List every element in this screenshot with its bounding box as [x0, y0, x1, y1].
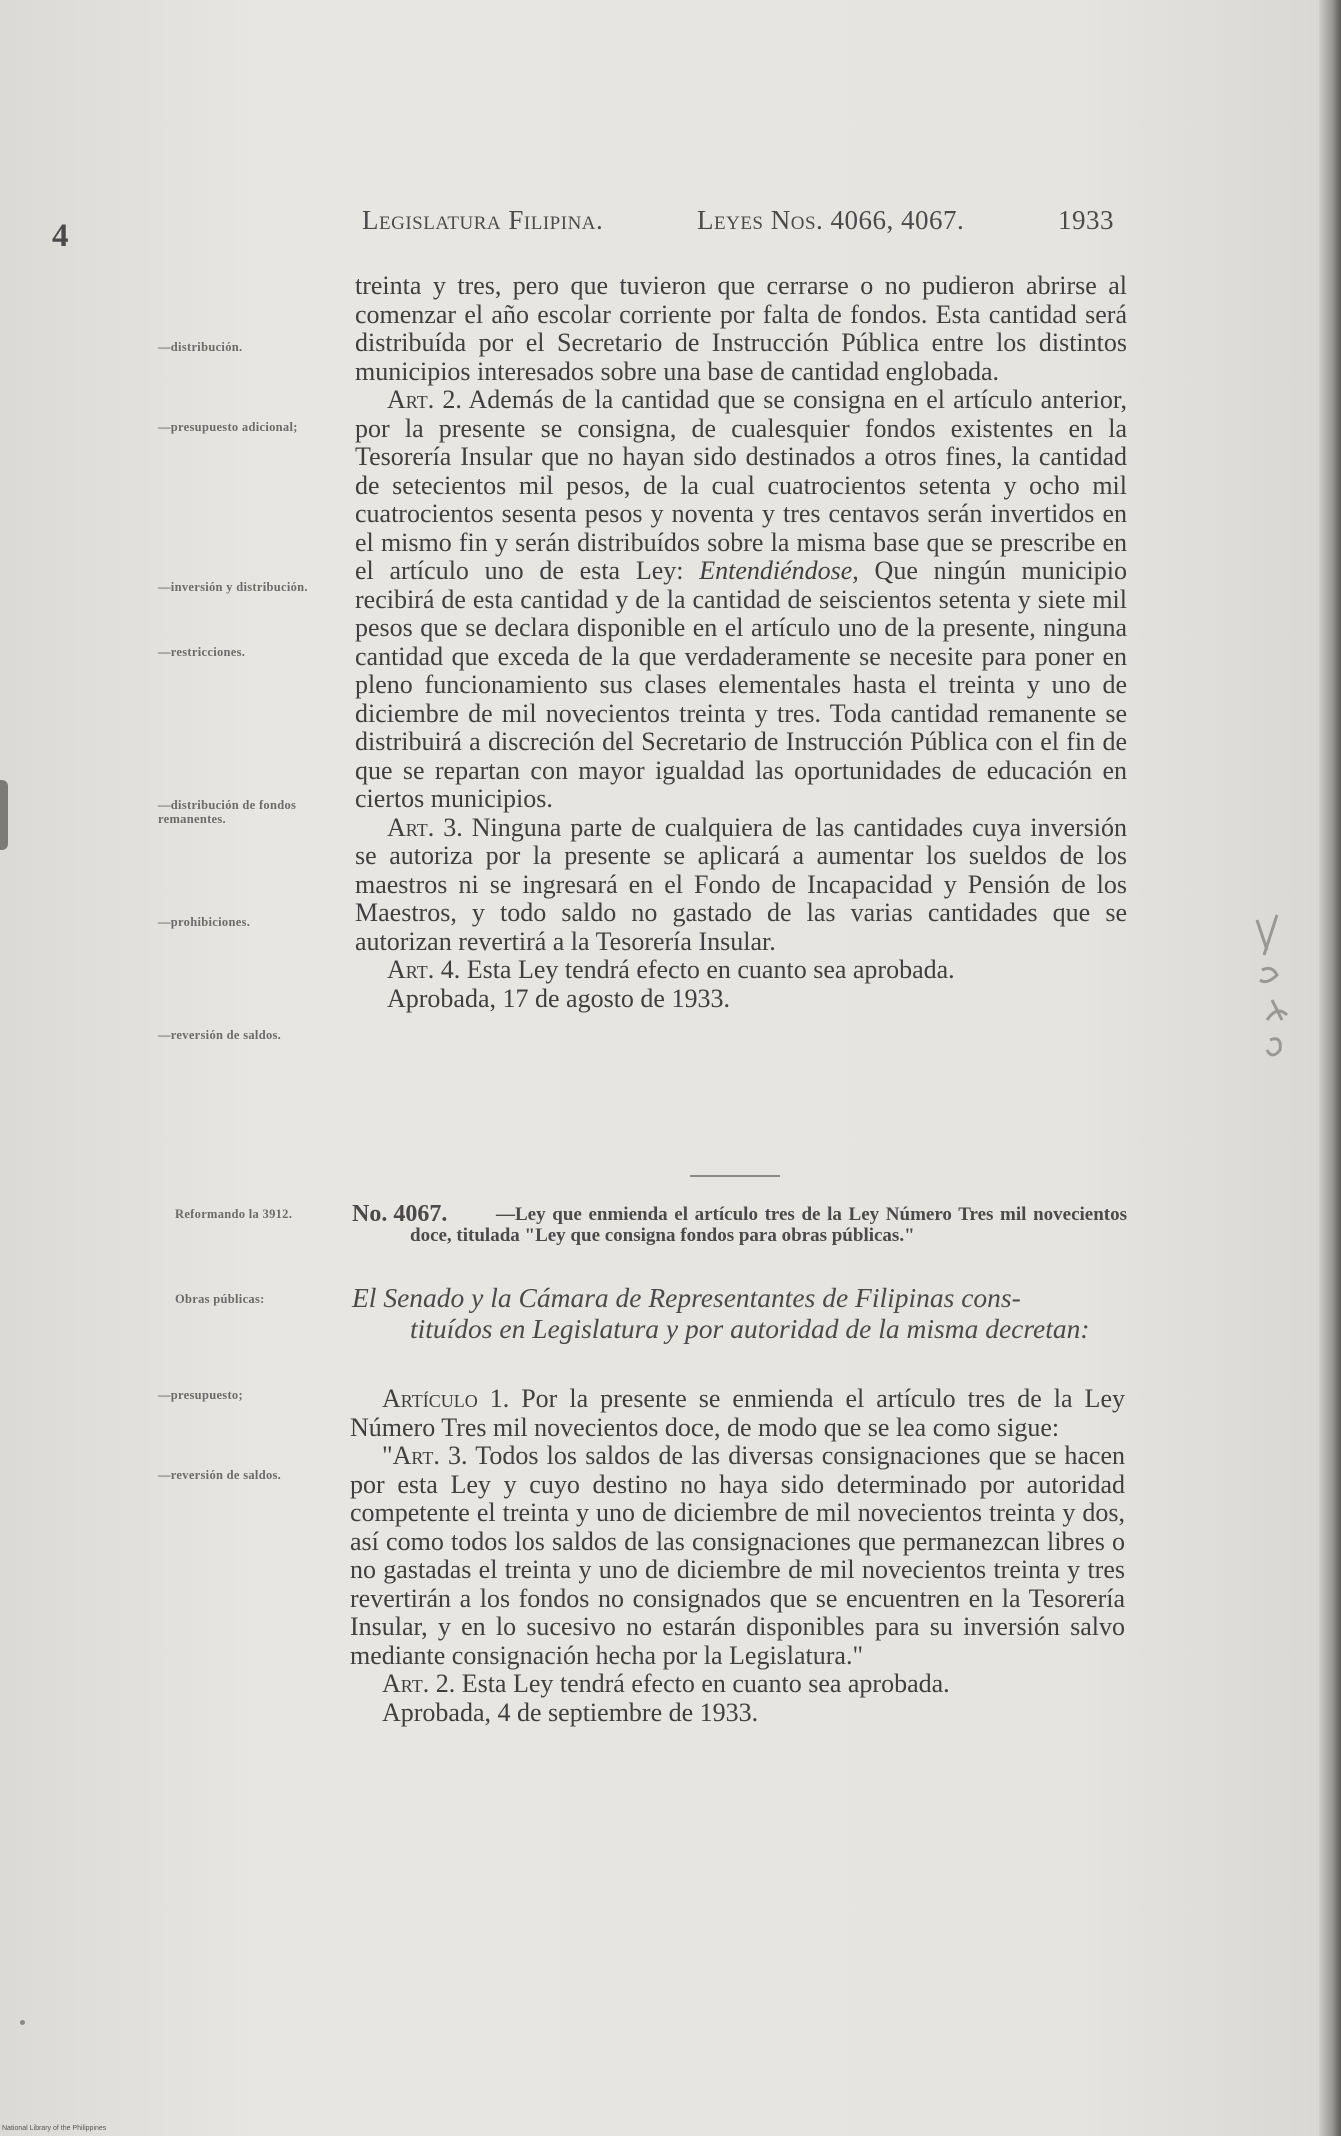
article-1 — [350, 1385, 1125, 1442]
running-head — [362, 205, 1114, 236]
article-3-label: Art. 3. — [387, 812, 463, 842]
margin-note-distribucion: —distribución. — [158, 340, 243, 354]
article-4 — [355, 956, 1127, 985]
enacting-clause — [352, 1282, 1130, 1344]
page-edge-mark — [0, 780, 8, 850]
approval-date-4067: Aprobada, 4 de septiembre de 1933. — [382, 1697, 759, 1727]
margin-note-presupuesto: —presupuesto; — [158, 1388, 243, 1402]
section-divider — [690, 1175, 780, 1177]
law-4067-body — [350, 1385, 1125, 1727]
margin-note-restricciones: —restricciones. — [158, 645, 246, 659]
margin-note-inversion: —inversión y distribución. — [158, 580, 308, 594]
article-4-text: Esta Ley tendrá efecto en cuanto sea aprobada. — [460, 955, 955, 984]
enacting-clause-rest: tituídos en Legislatura y por autoridad de la misma decretan: — [410, 1313, 1090, 1344]
quoted-article-3 — [350, 1442, 1125, 1670]
article-2-label: Art. 2. — [387, 385, 462, 414]
margin-note-prohibiciones: —prohibiciones. — [158, 915, 251, 929]
margin-note-presupuesto-adicional: —presupuesto adicional; — [158, 420, 298, 434]
approval-date-4066: Aprobada, 17 de agosto de 1933. — [387, 983, 730, 1013]
article-2-italic: Entendiéndose, — [699, 556, 859, 585]
page-edge-shadow — [1319, 0, 1341, 2136]
article-2-text-a: Además de la cantidad que se consigna en el artículo anterior, por la presente se consigna, de cualesquier fondos existentes en la Tesorería Insular que no hayan sido destinados a otros fines, la cantidad de setecientos mil pesos, de la cual cuatrocientos setenta y ocho mil cuatrocientos sesenta pesos y noventa y tres centavos serán invertidos en el mismo fin y serán distribuídos sobre la misma base que se prescribe en el artículo uno de esta Ley: — [355, 385, 1127, 585]
article-2-law-4067-text: Esta Ley tendrá efecto en cuanto sea aprobada. — [455, 1669, 950, 1698]
quote-open: " — [382, 1441, 393, 1470]
article-4-label: Art. 4. — [387, 955, 461, 984]
law-4066-continuation — [355, 272, 1127, 1013]
law-title: —Ley que enmienda el artículo tres de la Ley Número Tres mil novecientos doce, titulada "Ley que consigna fondos para obras públicas." — [410, 1204, 1127, 1246]
page-number: 4 — [52, 218, 69, 254]
margin-note-reversion-2: —reversión de saldos. — [158, 1468, 282, 1482]
law-number: No. 4067. — [352, 1201, 448, 1227]
article-3 — [355, 814, 1127, 957]
scan-speck — [20, 2020, 25, 2025]
margin-note-reversion: —reversión de saldos. — [158, 1028, 282, 1042]
quoted-article-3-text: Todos los saldos de las diversas consignaciones que se hacen por esta Ley y cuyo destino no haya sido determinado por autoridad competente el treinta y uno de diciembre de mil novecientos treinta y dos, así como todos los saldos de las consignaciones que permanezcan libres o no gastadas el treinta y uno de diciembre de mil novecientos treinta y tres revertirán a los fondos no consignados que se encuentren en la Tesorería Insular, y en lo sucesivo no estarán disponibles para su inversión salvo mediante consignación hecha por la Legislatura." — [350, 1441, 1126, 1670]
margin-note-reformando: Reformando la 3912. — [175, 1207, 293, 1221]
running-head-left: Legislatura Filipina. — [362, 205, 604, 235]
quoted-article-3-label: Art. 3. — [392, 1441, 468, 1470]
paragraph-continuation: treinta y tres, pero que tuvieron que cerrarse o no pudieron abrirse al comenzar el año escolar corriente por falta de fondos. Esta cantidad será distribuída por el Secretario de Instrucción Pública entre los distintos municipios interesados sobre una base de cantidad englobada. — [355, 271, 1127, 386]
article-2-law-4067 — [350, 1670, 1125, 1699]
article-2 — [355, 386, 1127, 814]
article-2-text-b: Que ningún municipio recibirá de esta cantidad y de la cantidad de seiscientos setenta y siete mil pesos que se declara disponible en el artículo uno de la presente, ninguna cantidad que exceda de la que verdaderamente se necesite para poner en pleno funcionamiento sus clases elementales hasta el treinta y uno de diciembre de mil novecientos treinta y tres. Toda cantidad remanente se distribuirá a discreción del Secretario de Instrucción Pública con el fin de que se repartan con mayor igualdad las oportunidades de educación en ciertos municipios. — [355, 556, 1127, 813]
margin-note-obras-publicas: Obras públicas: — [175, 1292, 265, 1306]
enacting-clause-first: El Senado y la Cámara de Representantes de Filipinas cons- — [352, 1282, 1021, 1313]
article-3-text: Ninguna parte de cualquiera de las cantidades cuya inversión se autoriza por la presente se aplicará a aumentar los sueldos de los maestros ni se ingresará en el Fondo de Incapacidad y Pensión de los Maestros, y todo saldo no gastado de las varias cantidades que se autorizan revertirá a la Tesorería Insular. — [355, 812, 1127, 956]
scan-credit: National Library of the Philippines — [2, 2125, 107, 2132]
article-1-text: Por la presente se enmienda el artículo tres de la Ley Número Tres mil novecientos doce, de modo que se lea como sigue: — [350, 1384, 1125, 1442]
article-1-label: Artículo 1. — [382, 1384, 510, 1413]
law-4067-heading — [352, 1201, 1127, 1246]
running-head-year: 1933 — [1058, 205, 1114, 235]
running-head-middle: Leyes Nos. 4066, 4067. — [697, 205, 965, 235]
article-2-law-4067-label: Art. 2. — [382, 1669, 456, 1698]
pencil-annotation — [1252, 910, 1312, 1070]
margin-note-distribucion-fondos: —distribución de fondos remanentes. — [158, 798, 297, 826]
